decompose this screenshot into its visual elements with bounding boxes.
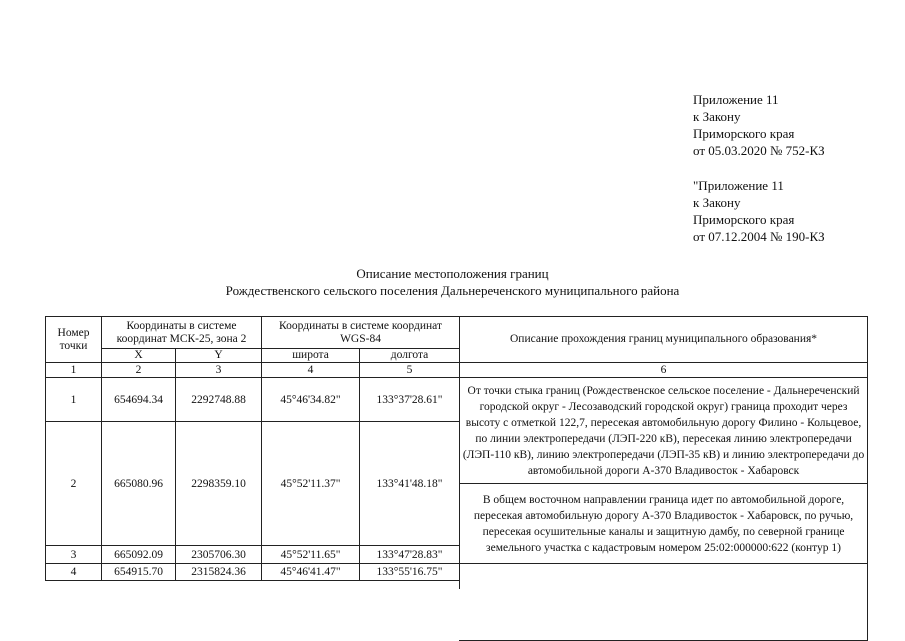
latitude: 45°46'41.47" <box>262 564 360 581</box>
latitude: 45°46'34.82" <box>262 378 360 422</box>
column-number: 4 <box>262 363 360 378</box>
point-number: 4 <box>46 564 102 581</box>
longitude: 133°41'48.18" <box>360 422 460 546</box>
column-number: 6 <box>460 363 868 378</box>
document-title-line-1: Описание местоположения границ <box>356 266 549 281</box>
longitude: 133°37'28.61" <box>360 378 460 422</box>
header-row <box>46 317 868 349</box>
latitude: 45°52'11.65" <box>262 546 360 564</box>
appendix-current-reference <box>693 91 825 159</box>
coordinate-y: 2298359.10 <box>176 422 262 546</box>
header-longitude: долгота <box>360 349 460 363</box>
header-point-number: Номер точки <box>46 317 102 363</box>
boundary-description: От точки стыка границ (Рождественское сельское поселение - Дальнереченский городской округ - Лесозаводский городской округ) граница проходит через высоту с отметкой 122,7, пересекая автомобильную дорогу Филино - Кольцевое, по линии электропередачи (ЛЭП-220 кВ), пересекая линию электропередачи (ЛЭП-110 кВ), линию электропередачи (ЛЭП-35 кВ) и линию электропередачи до автомобильной дороги А-370 Владивосток - Хабаровск <box>460 378 868 484</box>
point-number: 2 <box>46 422 102 546</box>
longitude: 133°47'28.83" <box>360 546 460 564</box>
table-row <box>46 378 868 422</box>
header-msk-coordinates: Координаты в системе координат МСК-25, зона 2 <box>102 317 262 349</box>
column-number-row <box>46 363 868 378</box>
header-description: Описание прохождения границ муниципального образования* <box>460 317 868 363</box>
appendix-line: "Приложение 11 <box>693 178 784 193</box>
document-title <box>0 265 905 299</box>
column-number: 1 <box>46 363 102 378</box>
header-y: Y <box>176 349 262 363</box>
appendix-line: к Закону <box>693 109 741 124</box>
appendix-line: к Закону <box>693 195 741 210</box>
coordinate-y: 2292748.88 <box>176 378 262 422</box>
appendix-line: Приложение 11 <box>693 92 779 107</box>
longitude: 133°55'16.75" <box>360 564 460 581</box>
appendix-original-reference <box>693 177 825 245</box>
point-number: 1 <box>46 378 102 422</box>
header-latitude: широта <box>262 349 360 363</box>
header-wgs-coordinates: Координаты в системе координат WGS-84 <box>262 317 460 349</box>
coordinate-x: 665080.96 <box>102 422 176 546</box>
appendix-line: Приморского края <box>693 126 795 141</box>
coordinate-y: 2305706.30 <box>176 546 262 564</box>
appendix-line: Приморского края <box>693 212 795 227</box>
coordinate-x: 665092.09 <box>102 546 176 564</box>
coordinate-x: 654694.34 <box>102 378 176 422</box>
header-x: X <box>102 349 176 363</box>
column-number: 3 <box>176 363 262 378</box>
coordinate-x: 654915.70 <box>102 564 176 581</box>
page-bottom-mask <box>45 589 867 640</box>
column-number: 5 <box>360 363 460 378</box>
appendix-line: от 07.12.2004 № 190-КЗ <box>693 229 825 244</box>
latitude: 45°52'11.37" <box>262 422 360 546</box>
boundary-description: В общем восточном направлении граница идет по автомобильной дороге, пересекая автомобильную дорогу А-370 Владивосток - Хабаровск, по ручью, пересекая осушительные каналы и защитную дамбу, по северной границе земельного участка с кадастровым номером 25:02:000000:622 (контур 1) <box>460 484 868 564</box>
coordinate-y: 2315824.36 <box>176 564 262 581</box>
column-number: 2 <box>102 363 176 378</box>
point-number: 3 <box>46 546 102 564</box>
table-row <box>46 564 868 581</box>
appendix-line: от 05.03.2020 № 752-КЗ <box>693 143 825 158</box>
document-title-line-2: Рождественского сельского поселения Дальнереченского муниципального района <box>225 283 680 298</box>
